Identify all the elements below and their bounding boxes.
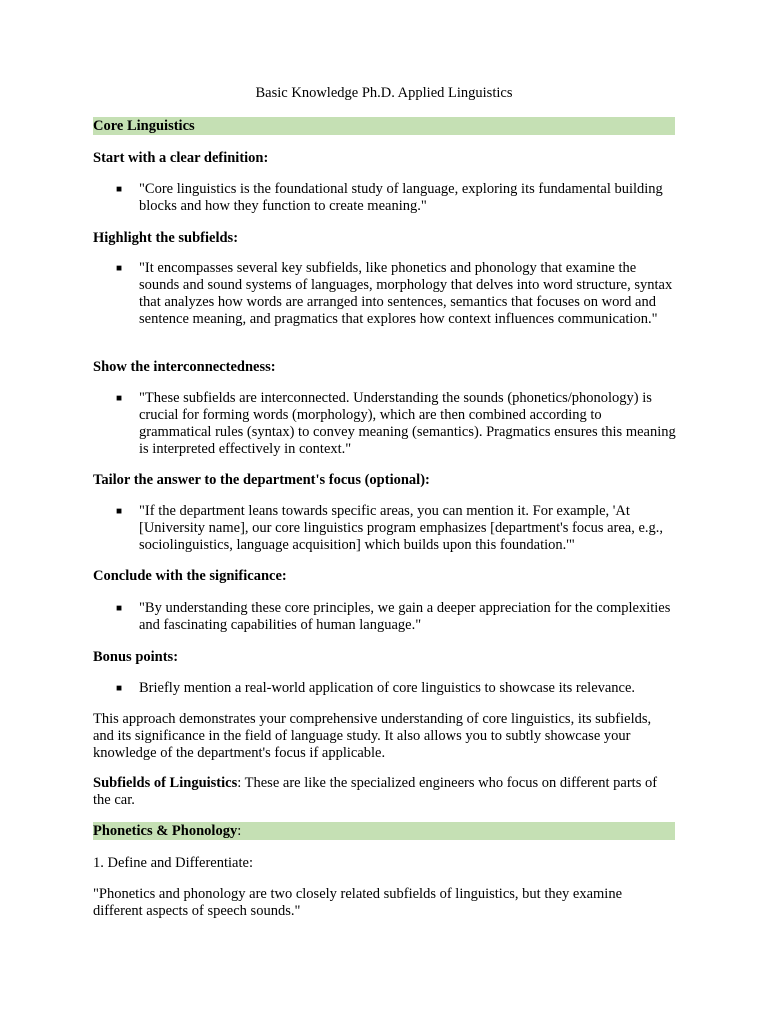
bullet-definition xyxy=(116,181,676,215)
define-line: 1. Define and Differentiate: xyxy=(93,855,253,871)
bullet-square-icon: ■ xyxy=(116,683,123,694)
bullet-square-icon: ■ xyxy=(116,603,123,614)
subfields-text: : These are like the specialized engineers who focus on different parts of the car. xyxy=(93,775,658,808)
phonetics-heading-colon: : xyxy=(237,823,242,839)
document-title: Basic Knowledge Ph.D. Applied Linguistics xyxy=(255,85,513,101)
phonetics-heading-bar xyxy=(93,822,675,840)
bullet-square-icon: ■ xyxy=(116,184,123,195)
bullet-significance xyxy=(116,600,676,634)
bullet-subfields xyxy=(116,260,676,328)
summary-paragraph: This approach demonstrates your comprehensive understanding of core linguistics, its subfields, and its significance in the field of language study. It also allows you to subtly showcase your knowledge of the department's focus if applicable. xyxy=(93,711,652,761)
bullet-square-icon: ■ xyxy=(116,393,123,404)
bullet-text: "Core linguistics is the foundational study of language, exploring its fundamental building blocks and how they function to create meaning." xyxy=(139,181,663,214)
heading-significance: Conclude with the significance: xyxy=(93,568,287,584)
bullet-tailor xyxy=(116,503,676,554)
heading-subfields: Highlight the subfields: xyxy=(93,230,239,246)
bullet-square-icon: ■ xyxy=(116,506,123,517)
core-linguistics-heading: Core Linguistics xyxy=(93,118,195,134)
bullet-interconnectedness xyxy=(116,390,676,458)
heading-tailor: Tailor the answer to the department's focus (optional): xyxy=(93,472,430,488)
core-linguistics-heading-bar xyxy=(93,117,675,135)
subfields-paragraph xyxy=(93,775,675,809)
bullet-text: "If the department leans towards specific areas, you can mention it. For example, 'At [University name], our core linguistics program emphasizes [department's focus area, e.g., sociolinguistics, language acquisition] which builds upon this foundation.'" xyxy=(139,503,664,553)
heading-bonus: Bonus points: xyxy=(93,649,179,665)
phonetics-heading xyxy=(93,822,241,840)
phonetics-heading-text: Phonetics & Phonology xyxy=(93,823,238,839)
heading-interconnectedness: Show the interconnectedness: xyxy=(93,359,276,375)
bullet-bonus xyxy=(116,680,676,697)
subfields-label: Subfields of Linguistics xyxy=(93,775,238,791)
bullet-text: "These subfields are interconnected. Understanding the sounds (phonetics/phonology) is crucial for forming words (morphology), which are then combined according to grammatical rules (syntax) to convey meaning (semantics). Pragmatics ensures this meaning is interpreted effectively in context." xyxy=(139,390,676,457)
bullet-text: Briefly mention a real-world application of core linguistics to showcase its relevance. xyxy=(139,680,636,696)
bullet-text: "By understanding these core principles, we gain a deeper appreciation for the complexities and fascinating capabilities of human language." xyxy=(139,600,671,633)
phonetics-quote: "Phonetics and phonology are two closely related subfields of linguistics, but they examine different aspects of speech sounds." xyxy=(93,886,623,919)
bullet-square-icon: ■ xyxy=(116,263,123,274)
bullet-text: "It encompasses several key subfields, like phonetics and phonology that examine the sounds and sound systems of languages, morphology that delves into word structure, syntax that analyzes how words are arranged into sentences, semantics that focuses on word and sentence meaning, and pragmatics that explores how context influences communication." xyxy=(139,260,673,327)
heading-definition: Start with a clear definition: xyxy=(93,150,269,166)
